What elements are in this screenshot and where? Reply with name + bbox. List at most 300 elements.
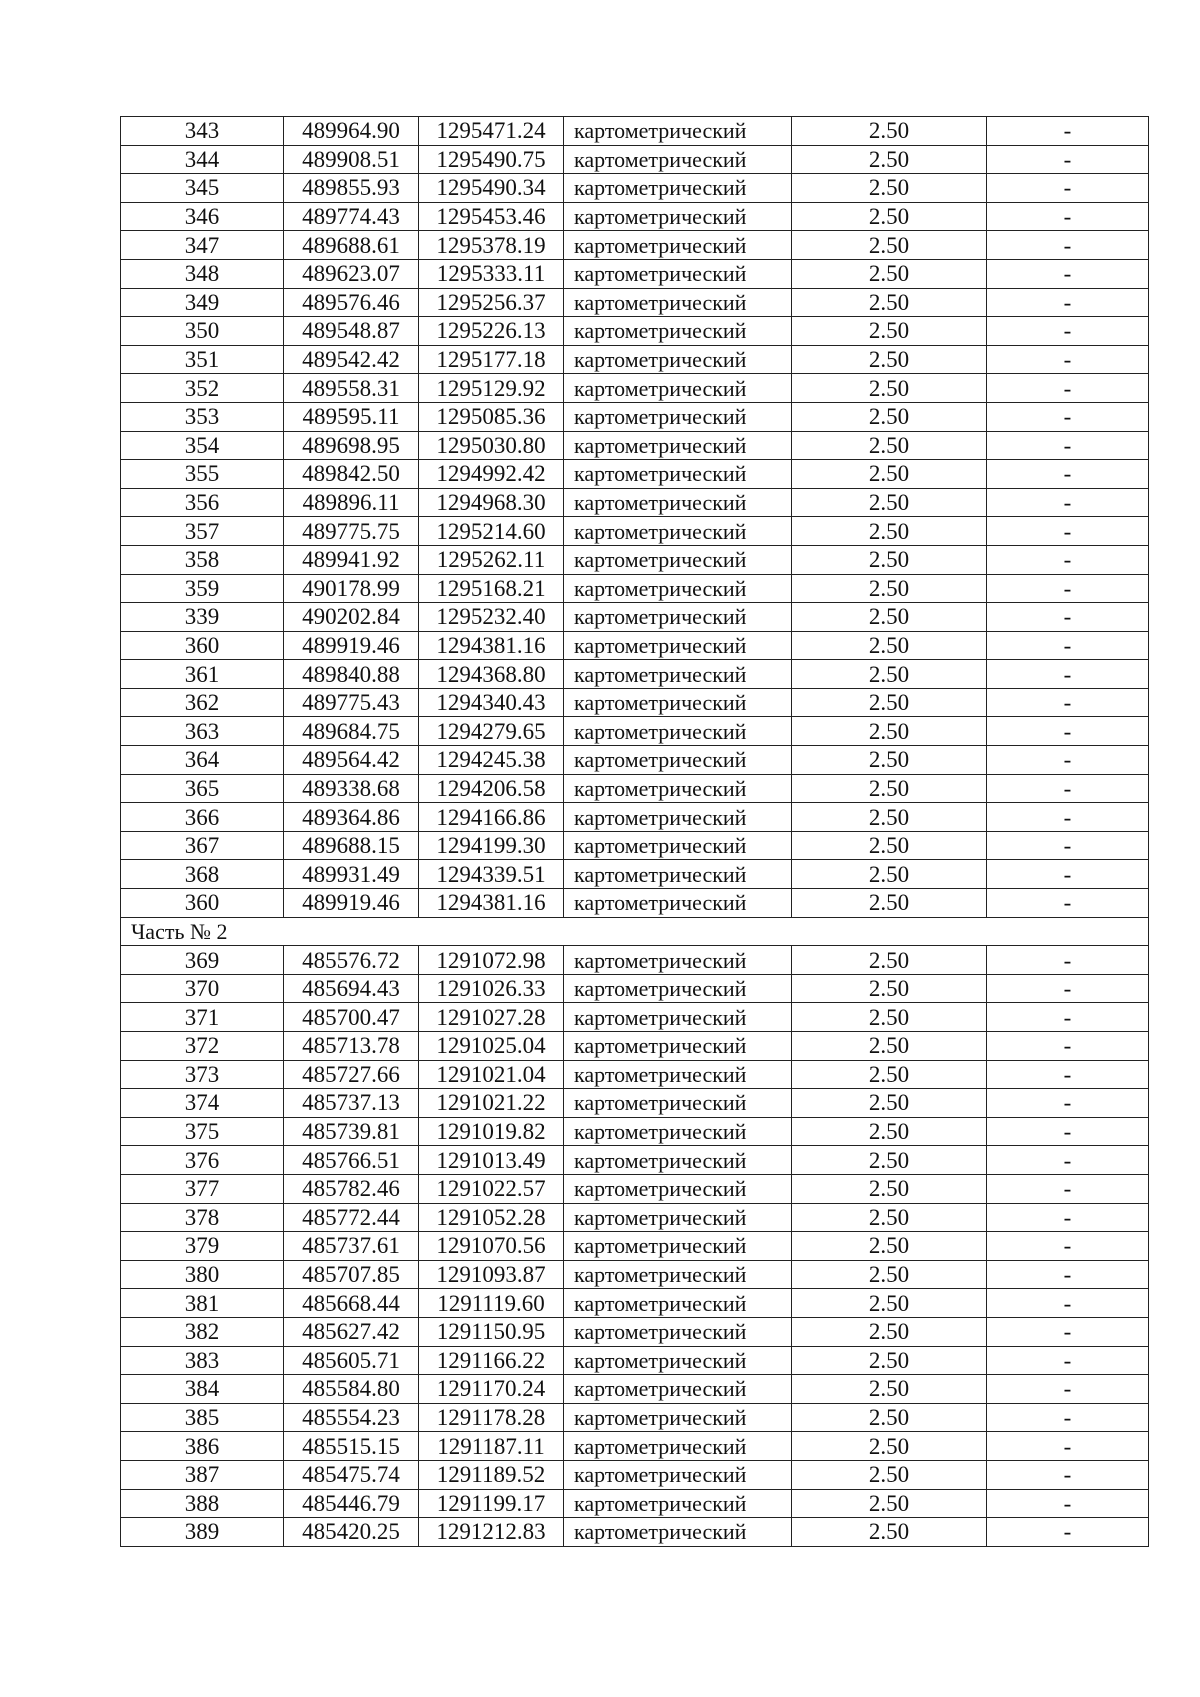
y-coordinate-cell: 1294368.80	[419, 660, 564, 689]
x-coordinate-cell: 485737.13	[284, 1089, 419, 1118]
y-coordinate-cell: 1291052.28	[419, 1203, 564, 1232]
point-number-cell: 372	[121, 1032, 284, 1061]
x-coordinate-cell: 489855.93	[284, 174, 419, 203]
y-coordinate-cell: 1295490.34	[419, 174, 564, 203]
accuracy-cell: 2.50	[792, 1060, 987, 1089]
point-number-cell: 388	[121, 1489, 284, 1518]
point-number-cell: 379	[121, 1232, 284, 1261]
note-cell: -	[987, 431, 1149, 460]
point-number-cell: 358	[121, 545, 284, 574]
y-coordinate-cell: 1295030.80	[419, 431, 564, 460]
method-cell: картометрический	[564, 317, 792, 346]
point-number-cell: 356	[121, 488, 284, 517]
method-cell: картометрический	[564, 1260, 792, 1289]
point-number-cell: 354	[121, 431, 284, 460]
x-coordinate-cell: 489842.50	[284, 460, 419, 489]
accuracy-cell: 2.50	[792, 1460, 987, 1489]
table-row	[121, 317, 1149, 346]
accuracy-cell: 2.50	[792, 946, 987, 975]
method-cell: картометрический	[564, 717, 792, 746]
accuracy-cell: 2.50	[792, 488, 987, 517]
x-coordinate-cell: 485766.51	[284, 1146, 419, 1175]
method-cell: картометрический	[564, 974, 792, 1003]
x-coordinate-cell: 485420.25	[284, 1518, 419, 1547]
point-number-cell: 353	[121, 402, 284, 431]
y-coordinate-cell: 1294206.58	[419, 774, 564, 803]
table-row	[121, 717, 1149, 746]
method-cell: картометрический	[564, 1317, 792, 1346]
method-cell: картометрический	[564, 545, 792, 574]
x-coordinate-cell: 489775.43	[284, 688, 419, 717]
method-cell: картометрический	[564, 1346, 792, 1375]
x-coordinate-cell: 489774.43	[284, 202, 419, 231]
y-coordinate-cell: 1294968.30	[419, 488, 564, 517]
x-coordinate-cell: 489558.31	[284, 374, 419, 403]
table-row	[121, 660, 1149, 689]
accuracy-cell: 2.50	[792, 1518, 987, 1547]
y-coordinate-cell: 1291187.11	[419, 1432, 564, 1461]
point-number-cell: 376	[121, 1146, 284, 1175]
accuracy-cell: 2.50	[792, 974, 987, 1003]
note-cell: -	[987, 803, 1149, 832]
note-cell: -	[987, 974, 1149, 1003]
accuracy-cell: 2.50	[792, 860, 987, 889]
note-cell: -	[987, 1375, 1149, 1404]
y-coordinate-cell: 1294245.38	[419, 746, 564, 775]
coordinates-table-body	[121, 117, 1149, 1547]
y-coordinate-cell: 1291212.83	[419, 1518, 564, 1547]
method-cell: картометрический	[564, 688, 792, 717]
y-coordinate-cell: 1295232.40	[419, 603, 564, 632]
method-cell: картометрический	[564, 1289, 792, 1318]
note-cell: -	[987, 317, 1149, 346]
point-number-cell: 349	[121, 288, 284, 317]
accuracy-cell: 2.50	[792, 345, 987, 374]
accuracy-cell: 2.50	[792, 402, 987, 431]
y-coordinate-cell: 1295453.46	[419, 202, 564, 231]
table-row	[121, 574, 1149, 603]
y-coordinate-cell: 1291170.24	[419, 1375, 564, 1404]
point-number-cell: 389	[121, 1518, 284, 1547]
x-coordinate-cell: 485627.42	[284, 1317, 419, 1346]
y-coordinate-cell: 1291189.52	[419, 1460, 564, 1489]
table-row	[121, 1317, 1149, 1346]
method-cell: картометрический	[564, 860, 792, 889]
table-row	[121, 1003, 1149, 1032]
point-number-cell: 386	[121, 1432, 284, 1461]
table-row	[121, 1174, 1149, 1203]
point-number-cell: 371	[121, 1003, 284, 1032]
x-coordinate-cell: 489542.42	[284, 345, 419, 374]
method-cell: картометрический	[564, 431, 792, 460]
x-coordinate-cell: 485700.47	[284, 1003, 419, 1032]
note-cell: -	[987, 1060, 1149, 1089]
accuracy-cell: 2.50	[792, 803, 987, 832]
table-row	[121, 1232, 1149, 1261]
point-number-cell: 350	[121, 317, 284, 346]
accuracy-cell: 2.50	[792, 717, 987, 746]
table-row	[121, 603, 1149, 632]
y-coordinate-cell: 1294381.16	[419, 631, 564, 660]
note-cell: -	[987, 946, 1149, 975]
table-row	[121, 345, 1149, 374]
accuracy-cell: 2.50	[792, 202, 987, 231]
y-coordinate-cell: 1295226.13	[419, 317, 564, 346]
y-coordinate-cell: 1291072.98	[419, 946, 564, 975]
note-cell: -	[987, 1317, 1149, 1346]
table-row	[121, 1375, 1149, 1404]
y-coordinate-cell: 1295256.37	[419, 288, 564, 317]
y-coordinate-cell: 1291021.22	[419, 1089, 564, 1118]
y-coordinate-cell: 1291178.28	[419, 1403, 564, 1432]
note-cell: -	[987, 831, 1149, 860]
note-cell: -	[987, 545, 1149, 574]
point-number-cell: 380	[121, 1260, 284, 1289]
accuracy-cell: 2.50	[792, 1146, 987, 1175]
method-cell: картометрический	[564, 1403, 792, 1432]
accuracy-cell: 2.50	[792, 774, 987, 803]
method-cell: картометрический	[564, 1460, 792, 1489]
method-cell: картометрический	[564, 259, 792, 288]
x-coordinate-cell: 489840.88	[284, 660, 419, 689]
method-cell: картометрический	[564, 374, 792, 403]
point-number-cell: 343	[121, 117, 284, 146]
x-coordinate-cell: 489688.15	[284, 831, 419, 860]
y-coordinate-cell: 1294199.30	[419, 831, 564, 860]
note-cell: -	[987, 717, 1149, 746]
table-row	[121, 1117, 1149, 1146]
method-cell: картометрический	[564, 1032, 792, 1061]
table-row	[121, 860, 1149, 889]
note-cell: -	[987, 860, 1149, 889]
point-number-cell: 382	[121, 1317, 284, 1346]
table-row	[121, 1032, 1149, 1061]
accuracy-cell: 2.50	[792, 1117, 987, 1146]
x-coordinate-cell: 489919.46	[284, 889, 419, 918]
y-coordinate-cell: 1295333.11	[419, 259, 564, 288]
note-cell: -	[987, 660, 1149, 689]
note-cell: -	[987, 1117, 1149, 1146]
y-coordinate-cell: 1291022.57	[419, 1174, 564, 1203]
note-cell: -	[987, 774, 1149, 803]
note-cell: -	[987, 1032, 1149, 1061]
method-cell: картометрический	[564, 202, 792, 231]
x-coordinate-cell: 490178.99	[284, 574, 419, 603]
method-cell: картометрический	[564, 803, 792, 832]
x-coordinate-cell: 485713.78	[284, 1032, 419, 1061]
x-coordinate-cell: 485727.66	[284, 1060, 419, 1089]
x-coordinate-cell: 485576.72	[284, 946, 419, 975]
y-coordinate-cell: 1295378.19	[419, 231, 564, 260]
table-row	[121, 259, 1149, 288]
accuracy-cell: 2.50	[792, 1232, 987, 1261]
accuracy-cell: 2.50	[792, 574, 987, 603]
accuracy-cell: 2.50	[792, 603, 987, 632]
note-cell: -	[987, 889, 1149, 918]
point-number-cell: 363	[121, 717, 284, 746]
table-row	[121, 1460, 1149, 1489]
method-cell: картометрический	[564, 231, 792, 260]
accuracy-cell: 2.50	[792, 288, 987, 317]
x-coordinate-cell: 489548.87	[284, 317, 419, 346]
point-number-cell: 375	[121, 1117, 284, 1146]
y-coordinate-cell: 1295129.92	[419, 374, 564, 403]
y-coordinate-cell: 1291013.49	[419, 1146, 564, 1175]
method-cell: картометрический	[564, 774, 792, 803]
accuracy-cell: 2.50	[792, 1317, 987, 1346]
y-coordinate-cell: 1294381.16	[419, 889, 564, 918]
point-number-cell: 383	[121, 1346, 284, 1375]
note-cell: -	[987, 259, 1149, 288]
point-number-cell: 346	[121, 202, 284, 231]
table-row	[121, 402, 1149, 431]
x-coordinate-cell: 490202.84	[284, 603, 419, 632]
accuracy-cell: 2.50	[792, 660, 987, 689]
method-cell: картометрический	[564, 889, 792, 918]
x-coordinate-cell: 489338.68	[284, 774, 419, 803]
point-number-cell: 368	[121, 860, 284, 889]
x-coordinate-cell: 485446.79	[284, 1489, 419, 1518]
point-number-cell: 357	[121, 517, 284, 546]
y-coordinate-cell: 1294992.42	[419, 460, 564, 489]
method-cell: картометрический	[564, 746, 792, 775]
table-row	[121, 946, 1149, 975]
table-row	[121, 774, 1149, 803]
point-number-cell: 369	[121, 946, 284, 975]
point-number-cell: 348	[121, 259, 284, 288]
y-coordinate-cell: 1295471.24	[419, 117, 564, 146]
method-cell: картометрический	[564, 1489, 792, 1518]
y-coordinate-cell: 1291093.87	[419, 1260, 564, 1289]
x-coordinate-cell: 489964.90	[284, 117, 419, 146]
accuracy-cell: 2.50	[792, 1260, 987, 1289]
note-cell: -	[987, 1489, 1149, 1518]
note-cell: -	[987, 1518, 1149, 1547]
table-row	[121, 1260, 1149, 1289]
method-cell: картометрический	[564, 831, 792, 860]
accuracy-cell: 2.50	[792, 1403, 987, 1432]
point-number-cell: 344	[121, 145, 284, 174]
accuracy-cell: 2.50	[792, 1203, 987, 1232]
accuracy-cell: 2.50	[792, 317, 987, 346]
x-coordinate-cell: 485782.46	[284, 1174, 419, 1203]
coordinates-sheet	[120, 116, 1148, 1547]
x-coordinate-cell: 489698.95	[284, 431, 419, 460]
point-number-cell: 370	[121, 974, 284, 1003]
x-coordinate-cell: 489595.11	[284, 402, 419, 431]
table-row	[121, 1432, 1149, 1461]
table-row	[121, 374, 1149, 403]
table-row	[121, 688, 1149, 717]
y-coordinate-cell: 1295214.60	[419, 517, 564, 546]
x-coordinate-cell: 489623.07	[284, 259, 419, 288]
table-row	[121, 889, 1149, 918]
x-coordinate-cell: 489941.92	[284, 545, 419, 574]
note-cell: -	[987, 202, 1149, 231]
y-coordinate-cell: 1291150.95	[419, 1317, 564, 1346]
table-row	[121, 1060, 1149, 1089]
method-cell: картометрический	[564, 1089, 792, 1118]
y-coordinate-cell: 1291070.56	[419, 1232, 564, 1261]
table-row	[121, 1203, 1149, 1232]
method-cell: картометрический	[564, 517, 792, 546]
y-coordinate-cell: 1291021.04	[419, 1060, 564, 1089]
table-row	[121, 1346, 1149, 1375]
accuracy-cell: 2.50	[792, 1489, 987, 1518]
note-cell: -	[987, 517, 1149, 546]
x-coordinate-cell: 489908.51	[284, 145, 419, 174]
table-row	[121, 831, 1149, 860]
x-coordinate-cell: 485707.85	[284, 1260, 419, 1289]
point-number-cell: 377	[121, 1174, 284, 1203]
y-coordinate-cell: 1295168.21	[419, 574, 564, 603]
method-cell: картометрический	[564, 460, 792, 489]
point-number-cell: 385	[121, 1403, 284, 1432]
table-row	[121, 1089, 1149, 1118]
y-coordinate-cell: 1294340.43	[419, 688, 564, 717]
accuracy-cell: 2.50	[792, 831, 987, 860]
y-coordinate-cell: 1295490.75	[419, 145, 564, 174]
point-number-cell: 347	[121, 231, 284, 260]
method-cell: картометрический	[564, 1146, 792, 1175]
y-coordinate-cell: 1295262.11	[419, 545, 564, 574]
y-coordinate-cell: 1291119.60	[419, 1289, 564, 1318]
section-label: Часть № 2	[121, 917, 1149, 946]
note-cell: -	[987, 1003, 1149, 1032]
x-coordinate-cell: 489684.75	[284, 717, 419, 746]
note-cell: -	[987, 1232, 1149, 1261]
note-cell: -	[987, 374, 1149, 403]
note-cell: -	[987, 1403, 1149, 1432]
method-cell: картометрический	[564, 288, 792, 317]
method-cell: картометрический	[564, 488, 792, 517]
table-row	[121, 488, 1149, 517]
note-cell: -	[987, 1432, 1149, 1461]
accuracy-cell: 2.50	[792, 1174, 987, 1203]
y-coordinate-cell: 1294339.51	[419, 860, 564, 889]
accuracy-cell: 2.50	[792, 1346, 987, 1375]
note-cell: -	[987, 402, 1149, 431]
note-cell: -	[987, 288, 1149, 317]
point-number-cell: 367	[121, 831, 284, 860]
x-coordinate-cell: 485739.81	[284, 1117, 419, 1146]
method-cell: картометрический	[564, 345, 792, 374]
x-coordinate-cell: 485737.61	[284, 1232, 419, 1261]
note-cell: -	[987, 1146, 1149, 1175]
y-coordinate-cell: 1294279.65	[419, 717, 564, 746]
note-cell: -	[987, 1260, 1149, 1289]
accuracy-cell: 2.50	[792, 545, 987, 574]
point-number-cell: 351	[121, 345, 284, 374]
accuracy-cell: 2.50	[792, 1432, 987, 1461]
note-cell: -	[987, 117, 1149, 146]
accuracy-cell: 2.50	[792, 259, 987, 288]
x-coordinate-cell: 485668.44	[284, 1289, 419, 1318]
point-number-cell: 364	[121, 746, 284, 775]
accuracy-cell: 2.50	[792, 746, 987, 775]
note-cell: -	[987, 631, 1149, 660]
accuracy-cell: 2.50	[792, 688, 987, 717]
method-cell: картометрический	[564, 1375, 792, 1404]
accuracy-cell: 2.50	[792, 231, 987, 260]
point-number-cell: 359	[121, 574, 284, 603]
point-number-cell: 378	[121, 1203, 284, 1232]
method-cell: картометрический	[564, 1174, 792, 1203]
accuracy-cell: 2.50	[792, 631, 987, 660]
x-coordinate-cell: 485694.43	[284, 974, 419, 1003]
method-cell: картометрический	[564, 174, 792, 203]
y-coordinate-cell: 1295085.36	[419, 402, 564, 431]
x-coordinate-cell: 489896.11	[284, 488, 419, 517]
point-number-cell: 374	[121, 1089, 284, 1118]
y-coordinate-cell: 1291166.22	[419, 1346, 564, 1375]
note-cell: -	[987, 460, 1149, 489]
point-number-cell: 381	[121, 1289, 284, 1318]
method-cell: картометрический	[564, 603, 792, 632]
accuracy-cell: 2.50	[792, 145, 987, 174]
table-row	[121, 117, 1149, 146]
method-cell: картометрический	[564, 1203, 792, 1232]
x-coordinate-cell: 485584.80	[284, 1375, 419, 1404]
accuracy-cell: 2.50	[792, 117, 987, 146]
accuracy-cell: 2.50	[792, 1375, 987, 1404]
note-cell: -	[987, 231, 1149, 260]
note-cell: -	[987, 1346, 1149, 1375]
y-coordinate-cell: 1291199.17	[419, 1489, 564, 1518]
table-row	[121, 231, 1149, 260]
method-cell: картометрический	[564, 660, 792, 689]
accuracy-cell: 2.50	[792, 517, 987, 546]
method-cell: картометрический	[564, 1117, 792, 1146]
x-coordinate-cell: 489775.75	[284, 517, 419, 546]
table-row	[121, 1518, 1149, 1547]
y-coordinate-cell: 1295177.18	[419, 345, 564, 374]
note-cell: -	[987, 1174, 1149, 1203]
table-row	[121, 746, 1149, 775]
note-cell: -	[987, 1460, 1149, 1489]
point-number-cell: 387	[121, 1460, 284, 1489]
method-cell: картометрический	[564, 1518, 792, 1547]
accuracy-cell: 2.50	[792, 1089, 987, 1118]
method-cell: картометрический	[564, 145, 792, 174]
point-number-cell: 362	[121, 688, 284, 717]
accuracy-cell: 2.50	[792, 460, 987, 489]
table-row	[121, 1146, 1149, 1175]
method-cell: картометрический	[564, 1232, 792, 1261]
note-cell: -	[987, 345, 1149, 374]
y-coordinate-cell: 1291026.33	[419, 974, 564, 1003]
accuracy-cell: 2.50	[792, 374, 987, 403]
method-cell: картометрический	[564, 402, 792, 431]
note-cell: -	[987, 746, 1149, 775]
accuracy-cell: 2.50	[792, 1003, 987, 1032]
table-row	[121, 202, 1149, 231]
x-coordinate-cell: 489931.49	[284, 860, 419, 889]
x-coordinate-cell: 489919.46	[284, 631, 419, 660]
accuracy-cell: 2.50	[792, 431, 987, 460]
method-cell: картометрический	[564, 574, 792, 603]
point-number-cell: 384	[121, 1375, 284, 1404]
note-cell: -	[987, 488, 1149, 517]
method-cell: картометрический	[564, 946, 792, 975]
x-coordinate-cell: 489564.42	[284, 746, 419, 775]
note-cell: -	[987, 688, 1149, 717]
y-coordinate-cell: 1294166.86	[419, 803, 564, 832]
note-cell: -	[987, 603, 1149, 632]
note-cell: -	[987, 1089, 1149, 1118]
method-cell: картометрический	[564, 631, 792, 660]
table-row	[121, 517, 1149, 546]
